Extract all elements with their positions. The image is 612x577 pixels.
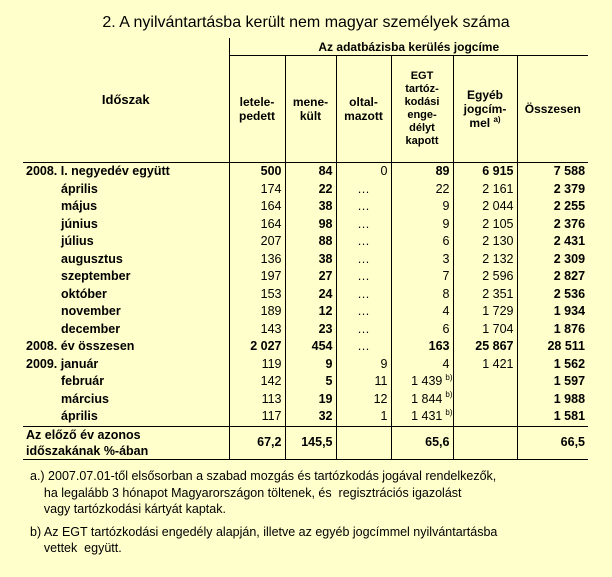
cell-value: 1 597 (553, 374, 586, 388)
cell-c5 (453, 163, 517, 181)
summary-c5 (453, 426, 517, 459)
cell-value: 3 (442, 251, 450, 266)
group-header: Az adatbázisba kerülés jogcíme (229, 38, 588, 56)
cell-c4 (391, 356, 453, 374)
table-row (23, 216, 588, 234)
cell-value: … (357, 339, 370, 353)
cell-value: 117 (261, 409, 282, 423)
cell-c6 (517, 321, 588, 339)
cell-value: 1 431 (411, 409, 443, 423)
table-row (23, 338, 588, 356)
cell-value: 1 562 (553, 356, 586, 371)
cell-value: 89 (435, 164, 450, 178)
col-total-header: Összesen (517, 56, 588, 163)
summary-row (23, 426, 588, 459)
cell-value: … (357, 304, 370, 318)
row-label: április (61, 181, 98, 196)
footnote-ref: b) (445, 372, 453, 382)
cell-c1 (229, 303, 285, 321)
cell-value: 113 (261, 391, 282, 406)
cell-c2 (285, 251, 336, 269)
cell-value: 2 351 (482, 286, 514, 301)
cell-value: 2 044 (482, 199, 514, 213)
cell-value: 38 (318, 199, 333, 213)
footnote-a-line1: a.) 2007.07.01-től elsősorban a szabad mozgás és tartózkodás jogával rendelkezők, (30, 469, 497, 483)
cell-value: 22 (435, 181, 450, 196)
col-refugee-header: mene- kült (285, 56, 336, 163)
cell-value: 2 536 (553, 286, 586, 301)
cell-c1 (229, 321, 285, 339)
cell-value: 8 (442, 286, 450, 301)
col-settled-header: letele- pedett (229, 56, 285, 163)
cell-value: 98 (318, 216, 333, 231)
cell-c6 (517, 251, 588, 269)
cell-c4 (391, 251, 453, 269)
cell-value: 19 (318, 391, 333, 406)
table-row (23, 303, 588, 321)
cell-value: … (357, 269, 370, 283)
cell-value: 164 (260, 216, 282, 231)
cell-c5 (453, 408, 517, 426)
cell-value: 28 511 (547, 339, 586, 353)
footnote-ref: b) (445, 390, 453, 400)
cell-c1 (229, 286, 285, 304)
cell-c2 (285, 408, 336, 426)
cell-c6 (517, 181, 588, 199)
cell-value: 5 (325, 374, 333, 388)
col-other-header: Egyéb jogcím- mel $^{a)}$ (453, 56, 517, 163)
footnote-ref: b) (445, 407, 453, 417)
cell-value: 11 (374, 374, 388, 388)
cell-value: 164 (260, 199, 282, 213)
summary-c6: 66,5 (517, 426, 588, 459)
cell-c1 (229, 391, 285, 409)
table-row (23, 233, 588, 251)
cell-c3 (336, 303, 391, 321)
cell-value: 207 (260, 234, 282, 248)
cell-c2 (285, 198, 336, 216)
table-row (23, 268, 588, 286)
cell-value: 1 988 (553, 391, 586, 406)
cell-c4 (391, 233, 453, 251)
cell-c6 (517, 216, 588, 234)
cell-c5 (453, 321, 517, 339)
table-row (23, 373, 588, 391)
table-row (23, 391, 588, 409)
cell-value: … (357, 181, 370, 196)
cell-c1 (229, 373, 285, 391)
row-label: február (61, 374, 105, 388)
summary-c4: 65,6 (391, 426, 453, 459)
cell-c3 (336, 338, 391, 356)
cell-c4 (391, 303, 453, 321)
cell-value: … (357, 234, 370, 248)
table-row (23, 181, 588, 199)
cell-c2 (285, 303, 336, 321)
cell-c6 (517, 338, 588, 356)
cell-c4 (391, 373, 453, 391)
cell-c5 (453, 251, 517, 269)
cell-value: 1 729 (482, 304, 514, 318)
summary-c3 (336, 426, 391, 459)
cell-value: 7 (442, 269, 450, 283)
cell-value: 22 (318, 181, 333, 196)
row-label: 2009. január (26, 356, 99, 371)
cell-value: 2 827 (553, 269, 586, 283)
cell-value: 88 (318, 234, 333, 248)
cell-c3 (336, 233, 391, 251)
cell-c5 (453, 233, 517, 251)
cell-value: 12 (318, 304, 333, 318)
cell-value: 6 915 (482, 164, 514, 178)
cell-c3 (336, 408, 391, 426)
cell-value: 174 (260, 181, 282, 196)
cell-value: 2 105 (482, 216, 514, 231)
cell-c2 (285, 216, 336, 234)
cell-c6 (517, 286, 588, 304)
cell-c3 (336, 198, 391, 216)
cell-c3 (336, 268, 391, 286)
footnote-b-line1: b) Az EGT tartózkodási engedély alapján, illetve az egyéb jogcímmel nyilvántartásba (30, 524, 498, 539)
cell-c2 (285, 268, 336, 286)
cell-c5 (453, 338, 517, 356)
cell-value: 7 588 (553, 164, 586, 178)
cell-value: 9 (325, 356, 333, 371)
cell-c2 (285, 321, 336, 339)
cell-value: 24 (318, 286, 333, 301)
cell-value: 0 (380, 164, 388, 178)
cell-c1 (229, 163, 285, 181)
footnote-b-line2: vettek együtt. (30, 541, 122, 555)
cell-c2 (285, 181, 336, 199)
cell-c4 (391, 338, 453, 356)
cell-c6 (517, 233, 588, 251)
cell-c5 (453, 181, 517, 199)
cell-value: 25 867 (475, 339, 514, 353)
cell-value: … (357, 286, 370, 301)
summary-label: Az előző év azonos időszakának %-ában (23, 426, 229, 459)
cell-c3 (336, 321, 391, 339)
cell-value: 84 (318, 164, 333, 178)
cell-value: 197 (260, 269, 282, 283)
cell-value: 1 934 (553, 304, 586, 318)
cell-value: 2 161 (482, 181, 514, 196)
cell-value: … (357, 199, 370, 213)
summary-c2: 145,5 (285, 426, 336, 459)
cell-value: 2 130 (482, 234, 514, 248)
cell-value: 32 (318, 409, 333, 423)
cell-c4 (391, 408, 453, 426)
cell-c5 (453, 356, 517, 374)
cell-c4 (391, 268, 453, 286)
cell-value: 2 379 (553, 181, 586, 196)
cell-c5 (453, 268, 517, 286)
row-label: július (61, 234, 94, 248)
cell-value: 9 (442, 216, 450, 231)
cell-c4 (391, 181, 453, 199)
row-label: június (61, 216, 98, 231)
cell-value: 9 (380, 356, 388, 371)
cell-c3 (336, 356, 391, 374)
cell-c2 (285, 373, 336, 391)
cell-c2 (285, 356, 336, 374)
cell-c5 (453, 303, 517, 321)
cell-c5 (453, 391, 517, 409)
cell-c2 (285, 286, 336, 304)
cell-c3 (336, 251, 391, 269)
row-label: 2008. év összesen (26, 339, 135, 353)
cell-c1 (229, 356, 285, 374)
cell-value: 142 (260, 374, 282, 388)
cell-c2 (285, 233, 336, 251)
cell-c5 (453, 216, 517, 234)
row-label: április (61, 409, 98, 423)
cell-value: 143 (260, 321, 282, 336)
cell-value: 1 844 (411, 391, 443, 406)
cell-value: 1 (380, 409, 388, 423)
cell-value: 153 (260, 286, 282, 301)
cell-c3 (336, 286, 391, 304)
footnote-a-line2: ha legalább 3 hónapot Magyarországon töltenek, és regisztrációs igazolást (30, 485, 462, 500)
cell-value: 6 (442, 321, 450, 336)
cell-value: 9 (442, 199, 450, 213)
cell-c1 (229, 233, 285, 251)
cell-c1 (229, 251, 285, 269)
cell-value: 454 (311, 339, 333, 353)
cell-c5 (453, 198, 517, 216)
cell-value: 500 (260, 164, 282, 178)
cell-c6 (517, 408, 588, 426)
table-row (23, 286, 588, 304)
cell-c6 (517, 373, 588, 391)
cell-value: 27 (318, 269, 333, 283)
data-table (23, 38, 588, 460)
cell-c3 (336, 181, 391, 199)
row-label: augusztus (61, 251, 123, 266)
table-row (23, 163, 588, 181)
cell-c2 (285, 163, 336, 181)
cell-value: 2 596 (482, 269, 514, 283)
cell-value: 2 309 (553, 251, 586, 266)
cell-value: … (357, 321, 370, 336)
cell-value: 38 (318, 251, 333, 266)
cell-value: 189 (260, 304, 282, 318)
row-label: március (61, 391, 109, 406)
table-row (23, 198, 588, 216)
summary-c1: 67,2 (229, 426, 285, 459)
cell-c6 (517, 163, 588, 181)
cell-c3 (336, 391, 391, 409)
cell-value: 1 421 (482, 356, 514, 371)
cell-c4 (391, 216, 453, 234)
cell-value: 12 (373, 391, 388, 406)
cell-value: 2 376 (553, 216, 586, 231)
table-row (23, 251, 588, 269)
cell-value: … (357, 251, 370, 266)
table-title: 2. A nyilvántartásba került nem magyar személyek száma (102, 14, 510, 31)
row-label: október (61, 286, 107, 301)
cell-value: 23 (318, 321, 333, 336)
cell-value: 4 (442, 356, 450, 371)
cell-c5 (453, 373, 517, 391)
row-label: május (61, 199, 98, 213)
cell-c5 (453, 286, 517, 304)
table-body (23, 163, 588, 460)
cell-value: 6 (442, 234, 450, 248)
cell-value: 2 027 (250, 339, 282, 353)
cell-c1 (229, 408, 285, 426)
cell-c1 (229, 181, 285, 199)
table-row (23, 321, 588, 339)
cell-c4 (391, 198, 453, 216)
cell-c6 (517, 268, 588, 286)
cell-c1 (229, 268, 285, 286)
cell-value: 1 876 (553, 321, 586, 336)
cell-value: 1 704 (482, 321, 514, 336)
cell-value: 136 (260, 251, 282, 266)
cell-value: 2 132 (482, 251, 514, 266)
row-label: szeptember (61, 269, 131, 283)
cell-value: 4 (442, 304, 450, 318)
col-eea-permit-header: EGT tartóz- kodási enge- délyt kapott (391, 56, 453, 163)
cell-value: 1 439 (411, 374, 443, 388)
cell-c4 (391, 163, 453, 181)
cell-c2 (285, 338, 336, 356)
cell-c1 (229, 216, 285, 234)
cell-c1 (229, 338, 285, 356)
cell-c6 (517, 303, 588, 321)
cell-value: 163 (428, 339, 450, 353)
cell-value: 1 581 (553, 409, 586, 423)
cell-c6 (517, 356, 588, 374)
cell-c2 (285, 391, 336, 409)
footnotes (30, 468, 590, 557)
cell-value: 119 (261, 356, 282, 371)
cell-c1 (229, 198, 285, 216)
table-row (23, 408, 588, 426)
cell-value: … (357, 216, 370, 231)
cell-value: 2 431 (553, 234, 586, 248)
cell-value: 2 255 (553, 199, 586, 213)
cell-c3 (336, 216, 391, 234)
row-label: november (61, 304, 121, 318)
cell-c6 (517, 391, 588, 409)
cell-c4 (391, 391, 453, 409)
cell-c3 (336, 373, 391, 391)
col-protected-header: oltal- mazott (336, 56, 391, 163)
cell-c3 (336, 163, 391, 181)
cell-c6 (517, 198, 588, 216)
row-label: december (61, 321, 121, 336)
footnote-a-line3: vagy tartózkodási kártyát kaptak. (30, 502, 226, 516)
cell-c4 (391, 321, 453, 339)
period-header: Időszak (101, 92, 150, 107)
row-label: 2008. I. negyedév együtt (23, 163, 229, 181)
cell-c4 (391, 286, 453, 304)
table-row (23, 356, 588, 374)
